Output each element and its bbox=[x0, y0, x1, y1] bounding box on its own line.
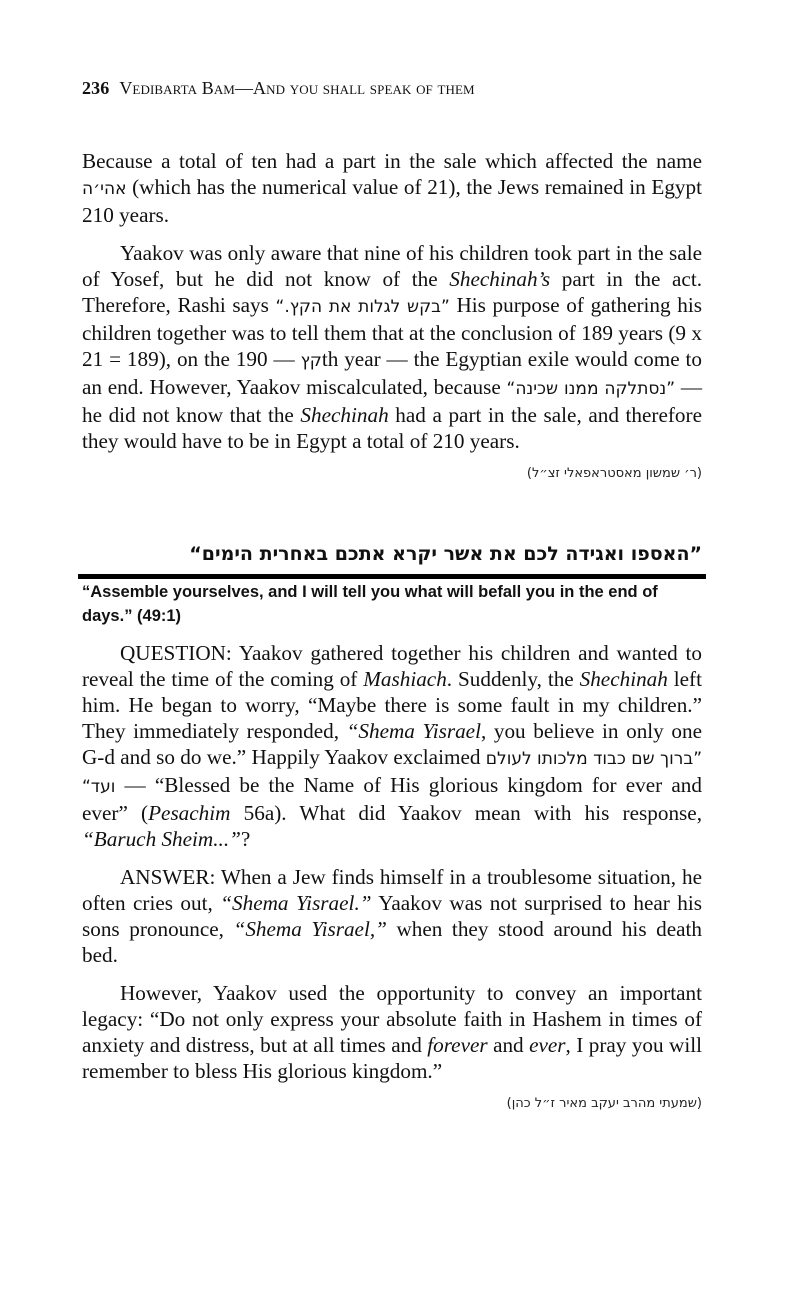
running-head bbox=[82, 78, 475, 99]
text: — “Blessed be the Name of His glorious kingdom for ever and ever” ( bbox=[82, 773, 702, 825]
italic-term: “Shema Yisrael,” bbox=[233, 917, 387, 941]
italic-term: “Baruch Sheim...” bbox=[82, 827, 241, 851]
text: had a part in the sale, and therefore they would have to be in Egypt a total of 210 years. bbox=[82, 403, 702, 453]
text: (which has the numerical value of 21), the Jews remained in Egypt 210 years. bbox=[82, 175, 702, 227]
text: ANSWER: When a Jew finds himself in a troublesome situation, he often cries out, bbox=[82, 865, 702, 915]
hebrew-quote: ”בקש לגלות את הקץ.“ bbox=[275, 297, 450, 317]
italic-term: Mashiach bbox=[363, 667, 447, 691]
paragraph bbox=[82, 240, 702, 454]
verse-translation: “Assemble yourselves, and I will tell you what will befall you in the end of days.” (49:1) bbox=[82, 583, 658, 625]
text: left him. He began to worry, “Maybe there is some fault in my children.” They immediately responded, bbox=[82, 667, 702, 743]
text: when they stood around his death bed. bbox=[82, 917, 703, 967]
text: Yaakov was only aware that nine of his children took part in the sale of Yosef, but he did not know of the bbox=[82, 241, 702, 291]
text: — he did not know that the bbox=[82, 375, 703, 427]
italic-term: Shechinah bbox=[579, 667, 668, 691]
text: ? bbox=[240, 827, 251, 851]
text: and bbox=[487, 1033, 530, 1057]
book-title: Vedibarta Bam—And you shall speak of them bbox=[119, 78, 475, 98]
italic-term: “Shema Yisrael bbox=[346, 719, 481, 743]
text: Because a total of ten had a part in the sale which affected the name bbox=[82, 149, 702, 173]
text: part in the act. Therefore, Rashi says bbox=[82, 267, 703, 317]
answer-paragraph bbox=[82, 864, 702, 968]
section-previous-continuation bbox=[82, 148, 702, 481]
text: 56a). What did Yaakov mean with his response, bbox=[230, 801, 702, 825]
paragraph bbox=[82, 980, 702, 1084]
section-heading-hebrew: ”האספו ואגידה לכם את אשר יקרא אתכם באחרית הימים“ bbox=[189, 543, 702, 565]
italic-term: Shechinah’s bbox=[449, 267, 551, 291]
italic-term: Pesachim bbox=[148, 801, 231, 825]
italic-term: ever bbox=[529, 1033, 566, 1057]
text: Yaakov was not surprised to hear his sons pronounce, bbox=[82, 891, 703, 941]
hebrew-quote: ”ברוך שם כבוד מלכותו לעולם ועד“ bbox=[82, 749, 702, 797]
text: His purpose of gathering his children together was to tell them that at the conclusion of 189 years (9 x 21 = 189), on the bbox=[82, 293, 702, 371]
text: QUESTION: Yaakov gathered together his children and wanted to reveal the time of the coming of bbox=[82, 641, 702, 691]
question-paragraph bbox=[82, 640, 702, 852]
page-number: 236 bbox=[82, 78, 110, 98]
italic-term: “Shema Yisrael.” bbox=[220, 891, 372, 915]
text: . Suddenly, the bbox=[446, 667, 580, 691]
text: , you believe in only one G-d and so do we.” Happily Yaakov exclaimed bbox=[82, 719, 702, 769]
heading-rule bbox=[78, 574, 706, 579]
hebrew-text: אהי׳ה bbox=[82, 179, 127, 199]
source-attribution: (שמעתי מהרב יעקב מאיר ז״ל כהן) bbox=[506, 1096, 702, 1111]
text: However, Yaakov used the opportunity to convey an important legacy: “Do not only express your absolute faith in Hashem in times of anxiety and distress, but at all times and bbox=[82, 981, 702, 1057]
paragraph bbox=[82, 148, 702, 228]
source-attribution: (ר׳ שמשון מאסטראפאלי זצ״ל) bbox=[526, 466, 702, 481]
text: , I pray you will remember to bless His glorious kingdom.” bbox=[82, 1033, 702, 1083]
hebrew-quote: ”נסתלקה ממנו שכינה“ bbox=[506, 379, 676, 399]
italic-term: forever bbox=[427, 1033, 488, 1057]
section-assemble-yourselves bbox=[82, 640, 702, 1111]
hebrew-text: קץ bbox=[300, 351, 322, 371]
text: — 190th year — the Egyptian exile would come to an end. However, Yaakov miscalculated, because bbox=[82, 347, 703, 399]
italic-term: Shechinah bbox=[300, 403, 389, 427]
